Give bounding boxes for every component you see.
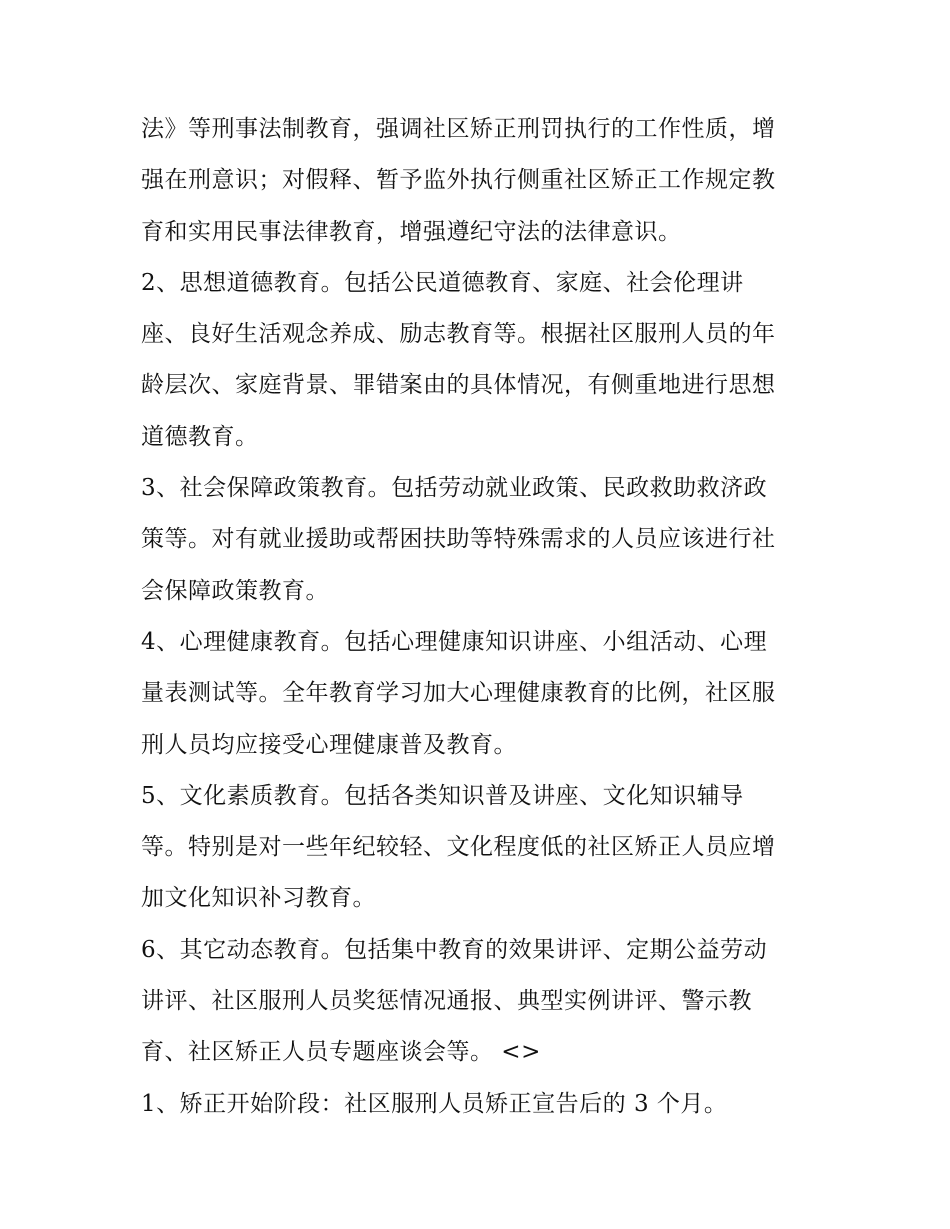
text-line: 会保障政策教育。 bbox=[141, 577, 329, 604]
text-line: 讲评、社区服刑人员奖惩情况通报、典型实例讲评、警示教 bbox=[141, 988, 752, 1015]
text-line: 等。特别是对一些年纪较轻、文化程度低的社区矫正人员应增 bbox=[141, 834, 776, 861]
text-line: 强在刑意识；对假释、暂予监外执行侧重社区矫正工作规定教 bbox=[141, 167, 776, 194]
text-line: 2、思想道德教育。包括公民道德教育、家庭、社会伦理讲 bbox=[141, 269, 744, 296]
text-line: 法》等刑事法制教育，强调社区矫正刑罚执行的工作性质，增 bbox=[141, 116, 776, 142]
text-line: 道德教育。 bbox=[141, 423, 259, 450]
text-line: 龄层次、家庭背景、罪错案由的具体情况，有侧重地进行思想 bbox=[141, 372, 776, 399]
document-body bbox=[141, 104, 831, 1130]
text-line: 4、心理健康教育。包括心理健康知识讲座、小组活动、心理 bbox=[141, 628, 768, 655]
text-line: 1、矫正开始阶段：社区服刑人员矫正宣告后的 3 个月。 bbox=[141, 1090, 728, 1117]
text-line: 量表测试等。全年教育学习加大心理健康教育的比例，社区服 bbox=[141, 680, 776, 707]
text-line: 6、其它动态教育。包括集中教育的效果讲评、定期公益劳动 bbox=[141, 936, 768, 963]
text-line: 育、社区矫正人员专题座谈会等。 <> bbox=[141, 1039, 541, 1066]
text-line: 加文化知识补习教育。 bbox=[141, 885, 376, 912]
text-line: 育和实用民事法律教育，增强遵纪守法的法律意识。 bbox=[141, 218, 682, 245]
text-line: 3、社会保障政策教育。包括劳动就业政策、民政救助救济政 bbox=[141, 475, 768, 502]
text-line: 刑人员均应接受心理健康普及教育。 bbox=[141, 731, 517, 758]
text-line: 座、良好生活观念养成、励志教育等。根据社区服刑人员的年 bbox=[141, 321, 776, 348]
text-line: 5、文化素质教育。包括各类知识普及讲座、文化知识辅导 bbox=[141, 782, 744, 809]
text-line: 策等。对有就业援助或帮困扶助等特殊需求的人员应该进行社 bbox=[141, 526, 776, 553]
